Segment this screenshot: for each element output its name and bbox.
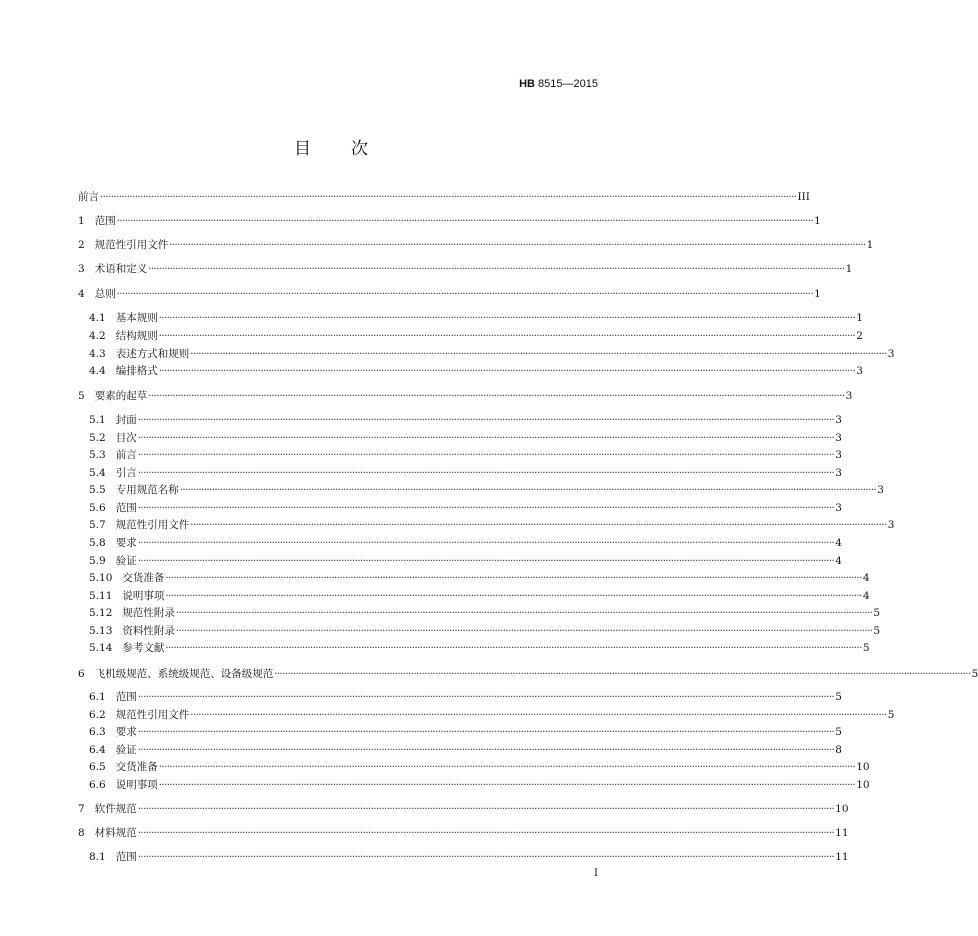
- toc-dot-leader: ····································································································································································································································································: [190, 520, 887, 531]
- toc-dot-leader: ····································································································································································································································································: [175, 626, 873, 637]
- page-number: I: [594, 868, 598, 879]
- toc-entry[interactable]: [89, 760, 870, 774]
- toc-entry-label: 要求: [115, 726, 137, 738]
- toc-entry[interactable]: [89, 518, 895, 532]
- toc-entry-number: 5.13: [89, 625, 123, 637]
- toc-entry-number: 6.5: [89, 761, 116, 773]
- toc-entry[interactable]: [89, 501, 842, 515]
- toc-entry-page: 3: [856, 365, 863, 377]
- toc-dot-leader: ····································································································································································································································································: [148, 391, 845, 402]
- toc-entry-label: 材料规范: [94, 827, 137, 839]
- toc-entry-label: 范围: [115, 502, 137, 514]
- toc-dot-leader: ····································································································································································································································································: [137, 804, 835, 815]
- toc-entry-page: 3: [887, 348, 895, 360]
- toc-entry-number: 8.1: [89, 851, 116, 863]
- toc-entry-number: 5.3: [89, 449, 116, 461]
- toc-entry[interactable]: [78, 389, 853, 403]
- toc-entry-page: 10: [835, 803, 849, 815]
- toc-entry[interactable]: [89, 624, 881, 638]
- toc-entry-label: 说明事项: [122, 590, 165, 602]
- toc-entry[interactable]: [78, 238, 874, 252]
- toc-dot-leader: ····································································································································································································································································: [116, 216, 814, 227]
- toc-dot-leader: ····································································································································································································································································: [137, 468, 835, 479]
- toc-dot-leader: ····································································································································································································································································: [137, 727, 835, 738]
- toc-entry-label: 前言: [115, 449, 137, 461]
- toc-entry-label: 要求: [115, 537, 137, 549]
- toc-entry-number: 5.1: [89, 414, 116, 426]
- toc-entry[interactable]: [89, 850, 849, 864]
- toc-entry-label: 交货准备: [122, 572, 165, 584]
- toc-entry-page: 11: [835, 851, 849, 863]
- toc-entry-number: 1: [78, 215, 95, 227]
- toc-entry-number: 6: [78, 668, 95, 680]
- toc-entry[interactable]: [89, 743, 842, 757]
- toc-entry-page: 5: [835, 726, 842, 738]
- toc-entry-page: 11: [835, 827, 849, 839]
- toc-entry-page: 5: [862, 642, 870, 654]
- toc-dot-leader: ····································································································································································································································································: [165, 573, 862, 584]
- toc-entry-label: 规范性引用文件: [115, 709, 190, 721]
- toc-entry-label: 专用规范名称: [115, 484, 179, 496]
- toc-entry[interactable]: [78, 262, 853, 276]
- toc-dot-leader: ····································································································································································································································································: [137, 538, 835, 549]
- toc-entry-page: 2: [856, 330, 863, 342]
- document-code-number: 8515—2015: [538, 78, 598, 90]
- toc-entry-page: 1: [845, 263, 853, 275]
- toc-entry-number: 2: [78, 239, 95, 251]
- toc-entry-page: 4: [835, 537, 842, 549]
- toc-entry-page: 3: [835, 449, 842, 461]
- toc-entry[interactable]: [78, 826, 849, 840]
- toc-entry[interactable]: [89, 690, 842, 704]
- toc-entry-label: 参考文献: [122, 642, 165, 654]
- toc-entry[interactable]: [89, 448, 842, 462]
- toc-entry-label: 资料性附录: [122, 625, 175, 637]
- toc-entry-page: 5: [873, 625, 881, 637]
- toc-entry[interactable]: [89, 641, 870, 655]
- toc-entry-label: 范围: [115, 691, 137, 703]
- toc-entry-label: 说明事项: [115, 779, 158, 791]
- toc-dot-leader: ····································································································································································································································································: [274, 669, 971, 680]
- toc-entry[interactable]: [89, 466, 842, 480]
- toc-entry-label: 编排格式: [115, 365, 158, 377]
- toc-entry-label: 表述方式和规则: [115, 348, 190, 360]
- toc-entry-label: 规范性引用文件: [115, 519, 190, 531]
- toc-dot-leader: ····································································································································································································································································: [137, 433, 835, 444]
- toc-entry-label: 总则: [94, 288, 116, 300]
- toc-dot-leader: ····································································································································································································································································: [165, 591, 862, 602]
- toc-entry[interactable]: [89, 778, 870, 792]
- toc-entry-page: 4: [862, 590, 870, 602]
- toc-entry-label: 引言: [115, 467, 137, 479]
- toc-dot-leader: ····································································································································································································································································: [179, 485, 877, 496]
- toc-entry-page: 4: [862, 572, 870, 584]
- toc-dot-leader: ····································································································································································································································································: [137, 415, 835, 426]
- toc-entry[interactable]: [78, 667, 978, 681]
- toc-entry-page: 3: [835, 467, 842, 479]
- toc-entry-number: 4.2: [89, 330, 116, 342]
- toc-entry-label: 范围: [115, 851, 137, 863]
- toc-entry-number: 5.4: [89, 467, 116, 479]
- toc-entry-number: 8: [78, 827, 95, 839]
- toc-entry-label: 规范性引用文件: [94, 239, 169, 251]
- toc-entry[interactable]: [78, 287, 821, 301]
- toc-entry-page: III: [797, 191, 810, 203]
- toc-dot-leader: ····································································································································································································································································: [100, 192, 797, 203]
- toc-dot-leader: ····································································································································································································································································: [158, 331, 856, 342]
- toc-entry-number: 5.5: [89, 484, 116, 496]
- toc-entry-number: 5.14: [89, 642, 123, 654]
- toc-entry[interactable]: [78, 802, 849, 816]
- toc-entry[interactable]: [89, 364, 863, 378]
- toc-entry-page: 1: [814, 288, 821, 300]
- toc-entry-number: 5.7: [89, 519, 116, 531]
- toc-entry-label: 范围: [94, 215, 116, 227]
- toc-entry-number: 6.6: [89, 779, 116, 791]
- toc-entry-number: 7: [78, 803, 95, 815]
- toc-entry-number: 5.12: [89, 607, 123, 619]
- toc-entry-label: 术语和定义: [94, 263, 148, 275]
- toc-entry-page: 1: [866, 239, 874, 251]
- toc-entry[interactable]: [78, 214, 821, 228]
- toc-entry-page: 3: [835, 432, 842, 444]
- toc-entry-number: 5.2: [89, 432, 116, 444]
- toc-entry-label: 软件规范: [94, 803, 137, 815]
- toc-entry-number: 6.1: [89, 691, 116, 703]
- toc-dot-leader: ····································································································································································································································································: [148, 264, 845, 275]
- toc-entry-number: 5.6: [89, 502, 116, 514]
- toc-entry-page: 8: [835, 744, 842, 756]
- toc-dot-leader: ····································································································································································································································································: [190, 349, 887, 360]
- toc-entry[interactable]: [89, 606, 881, 620]
- toc-entry-label: 基本规则: [115, 312, 158, 324]
- toc-entry-number: 4.4: [89, 365, 116, 377]
- toc-entry-number: 5.11: [89, 590, 123, 602]
- toc-entry-label: 规范性附录: [122, 607, 175, 619]
- toc-entry-number: 5.9: [89, 555, 116, 567]
- toc-dot-leader: ····································································································································································································································································: [158, 366, 856, 377]
- toc-entry-label: 验证: [115, 555, 137, 567]
- toc-entry-page: 1: [856, 312, 863, 324]
- document-code-prefix: HB: [519, 78, 535, 90]
- toc-entry-label: 飞机级规范、系统级规范、设备级规范: [94, 668, 274, 680]
- toc-entry[interactable]: [89, 589, 870, 603]
- toc-dot-leader: ····································································································································································································································································: [158, 762, 856, 773]
- document-code: [519, 78, 598, 90]
- toc-entry[interactable]: [89, 725, 842, 739]
- toc-entry-label: 验证: [115, 744, 137, 756]
- toc-dot-leader: ····································································································································································································································································: [165, 643, 862, 654]
- toc-entry[interactable]: [89, 536, 842, 550]
- toc-entry[interactable]: [89, 431, 842, 445]
- toc-entry-page: 10: [856, 779, 870, 791]
- toc-entry-number: 6.4: [89, 744, 116, 756]
- toc-entry-page: 5: [887, 709, 895, 721]
- toc-entry-page: 3: [887, 519, 895, 531]
- toc-dot-leader: ····································································································································································································································································: [158, 780, 856, 791]
- toc-entry[interactable]: [89, 708, 895, 722]
- toc-entry-page: 3: [877, 484, 884, 496]
- toc-entry[interactable]: [89, 413, 842, 427]
- toc-entry[interactable]: [89, 483, 884, 497]
- toc-dot-leader: ····································································································································································································································································: [137, 692, 835, 703]
- toc-entry-label: 目次: [115, 432, 137, 444]
- toc-entry[interactable]: [89, 554, 842, 568]
- toc-entry-label: 前言: [78, 191, 99, 203]
- toc-entry-page: 3: [835, 414, 842, 426]
- toc-dot-leader: ····································································································································································································································································: [137, 556, 835, 567]
- toc-entry[interactable]: [89, 347, 895, 361]
- toc-entry-page: 4: [835, 555, 842, 567]
- toc-entry-label: 交货准备: [115, 761, 158, 773]
- toc-entry-number: 6.3: [89, 726, 116, 738]
- toc-entry-number: 3: [78, 263, 95, 275]
- toc-entry-number: 5.10: [89, 572, 123, 584]
- toc-dot-leader: ····································································································································································································································································: [190, 710, 887, 721]
- toc-entry-page: 10: [856, 761, 870, 773]
- toc-dot-leader: ····································································································································································································································································: [137, 852, 835, 863]
- toc-entry-page: 5: [835, 691, 842, 703]
- toc-entry[interactable]: [78, 190, 810, 204]
- toc-dot-leader: ····································································································································································································································································: [158, 313, 856, 324]
- toc-entry-number: 5: [78, 390, 95, 402]
- toc-entry-page: 1: [814, 215, 821, 227]
- toc-entry-number: 4: [78, 288, 95, 300]
- toc-entry-page: 5: [873, 607, 881, 619]
- toc-dot-leader: ····································································································································································································································································: [175, 608, 873, 619]
- toc-entry-number: 4.3: [89, 348, 116, 360]
- toc-dot-leader: ····································································································································································································································································: [116, 289, 814, 300]
- toc-dot-leader: ····································································································································································································································································: [137, 450, 835, 461]
- toc-entry-label: 要素的起草: [94, 390, 148, 402]
- page-title: 目次: [294, 139, 408, 159]
- toc-entry-page: 3: [845, 390, 853, 402]
- toc-entry[interactable]: [89, 571, 870, 585]
- toc-dot-leader: ····································································································································································································································································: [137, 503, 835, 514]
- toc-entry-number: 5.8: [89, 537, 116, 549]
- toc-entry[interactable]: [89, 311, 863, 325]
- toc-entry-number: 6.2: [89, 709, 116, 721]
- toc-entry-page: 3: [835, 502, 842, 514]
- toc-dot-leader: ····································································································································································································································································: [137, 828, 835, 839]
- toc-entry-number: 4.1: [89, 312, 116, 324]
- toc-dot-leader: ····································································································································································································································································: [169, 240, 866, 251]
- toc-entry-label: 封面: [115, 414, 137, 426]
- toc-entry[interactable]: [89, 329, 863, 343]
- toc-dot-leader: ····································································································································································································································································: [137, 745, 835, 756]
- toc-entry-page: 5: [971, 668, 978, 680]
- toc-entry-label: 结构规则: [115, 330, 158, 342]
